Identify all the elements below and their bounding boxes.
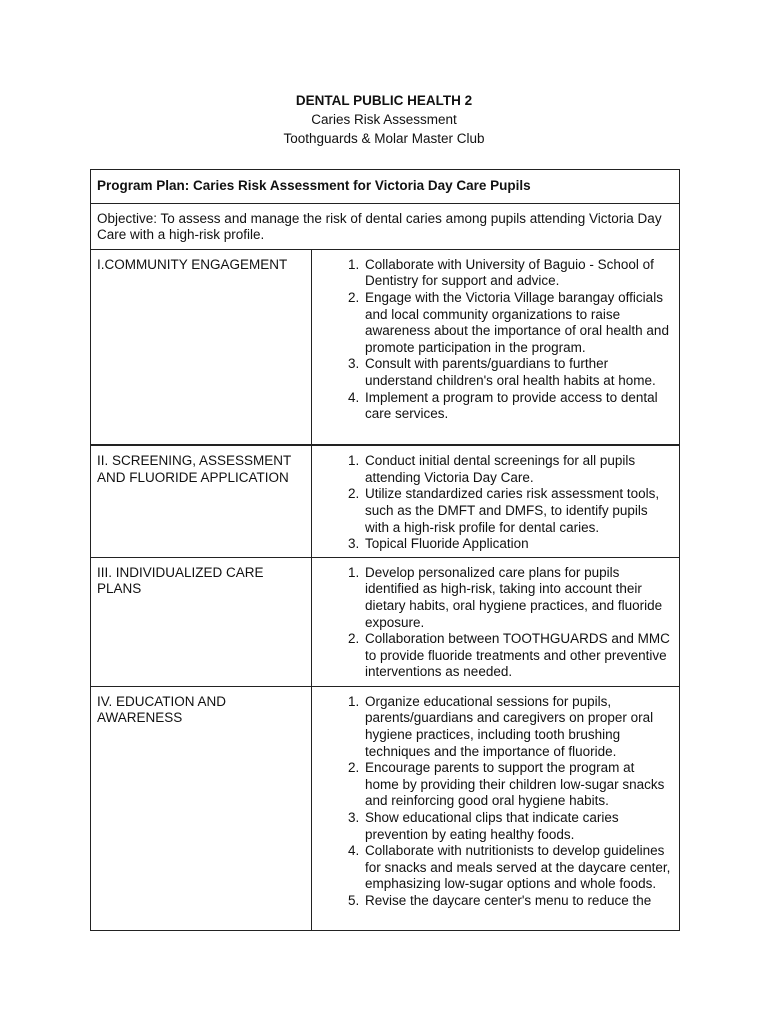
program-plan-heading: Program Plan: Caries Risk Assessment for Victoria Day Care Pupils xyxy=(91,170,680,204)
list-item: 2. Collaboration between TOOTHGUARDS and MMC to provide fluoride treatments and other preventive interventions as needed. xyxy=(363,631,671,681)
list-item: 2. Utilize standardized caries risk assessment tools, such as the DMFT and DMFS, to identify pupils with a high-risk profile for dental caries. xyxy=(363,486,671,536)
action-list xyxy=(312,453,671,553)
section-title: III. INDIVIDUALIZED CARE PLANS xyxy=(91,557,312,686)
section-items-cell xyxy=(312,445,680,557)
section-row-education xyxy=(91,686,680,930)
list-item: 3. Show educational clips that indicate caries prevention by eating healthy foods. xyxy=(363,810,671,843)
section-title: I.COMMUNITY ENGAGEMENT xyxy=(91,249,312,445)
section-row-screening xyxy=(91,445,680,557)
section-row-community-engagement xyxy=(91,249,680,445)
club-name: Toothguards & Molar Master Club xyxy=(283,131,485,146)
document-subtitle: Caries Risk Assessment xyxy=(311,112,457,127)
action-list xyxy=(312,565,671,681)
program-plan-table xyxy=(90,169,680,931)
section-items-cell xyxy=(312,249,680,445)
action-list xyxy=(312,694,671,910)
list-item: 1. Collaborate with University of Baguio - School of Dentistry for support and advice. xyxy=(363,257,671,290)
list-item: 1. Organize educational sessions for pupils, parents/guardians and caregivers on proper oral hygiene practices, including tooth brushing techniques and the importance of fluoride. xyxy=(363,694,671,760)
section-title: II. SCREENING, ASSESSMENT AND FLUORIDE APPLICATION xyxy=(91,445,312,557)
action-list xyxy=(312,257,671,423)
section-title: IV. EDUCATION AND AWARENESS xyxy=(91,686,312,930)
list-item: 3. Consult with parents/guardians to further understand children's oral health habits at home. xyxy=(363,356,671,389)
section-row-care-plans xyxy=(91,557,680,686)
list-item: 5. Revise the daycare center's menu to reduce the xyxy=(363,893,671,910)
list-item: 3. Topical Fluoride Application xyxy=(363,536,671,553)
list-item: 4. Collaborate with nutritionists to develop guidelines for snacks and meals served at the daycare center, emphasizing low-sugar options and whole foods. xyxy=(363,843,671,893)
section-items-cell xyxy=(312,557,680,686)
objective-row xyxy=(91,203,680,249)
section-items-cell xyxy=(312,686,680,930)
document-title: DENTAL PUBLIC HEALTH 2 xyxy=(295,93,473,108)
list-item: 4. Implement a program to provide access to dental care services. xyxy=(363,390,671,423)
objective-text: Objective: To assess and manage the risk of dental caries among pupils attending Victoria Day Care with a high-risk profile. xyxy=(91,203,680,249)
table-heading-row xyxy=(91,170,680,204)
list-item: 1. Conduct initial dental screenings for all pupils attending Victoria Day Care. xyxy=(363,453,671,486)
list-item: 1. Develop personalized care plans for pupils identified as high-risk, taking into account their dietary habits, oral hygiene practices, and fluoride exposure. xyxy=(363,565,671,631)
list-item: 2. Engage with the Victoria Village barangay officials and local community organizations to raise awareness about the importance of oral health and promote participation in the program. xyxy=(363,290,671,356)
document-header xyxy=(0,91,768,148)
list-item: 2. Encourage parents to support the program at home by providing their children low-sugar snacks and reinforcing good oral hygiene habits. xyxy=(363,760,671,810)
